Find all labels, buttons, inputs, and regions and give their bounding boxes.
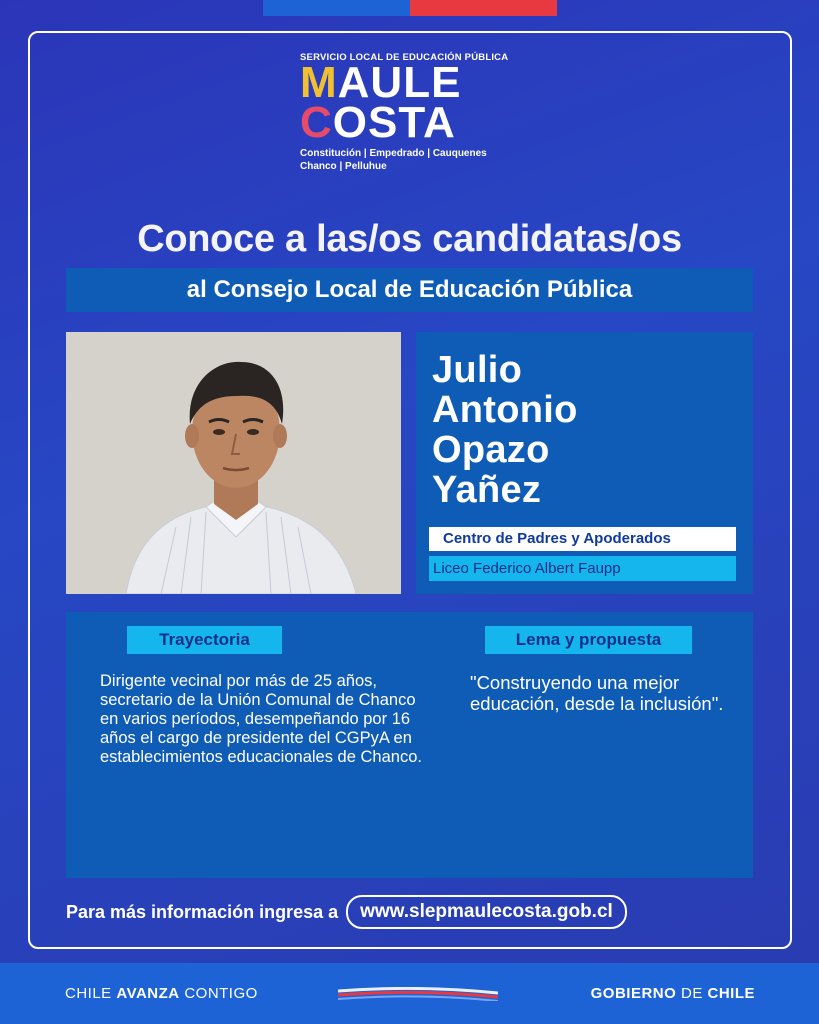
candidate-name-line: Opazo: [432, 429, 550, 471]
gobierno-de-chile: [591, 985, 755, 1002]
logo-word-costa-rest: OSTA: [332, 98, 456, 147]
candidate-name-line: Antonio: [432, 389, 578, 431]
footer-info: [66, 896, 627, 928]
gov-word-bold: GOBIERNO: [590, 985, 677, 1002]
slogan-word-bold: AVANZA: [116, 985, 180, 1002]
trayectoria-text: Dirigente vecinal por más de 25 años, secretario de la Unión Comunal de Chanco en varios períodos, desempeñando por 16 años el cargo de presidente del CGPyA en establecimientos educacionales de Chanco.: [100, 672, 422, 766]
slogan-word: CHILE: [65, 985, 112, 1002]
candidate-name-panel: [416, 332, 753, 594]
lema-label: Lema y propuesta: [485, 626, 692, 654]
top-flag-red: [410, 0, 557, 16]
candidate-portrait-illustration: [66, 332, 401, 594]
candidate-name: [432, 350, 578, 510]
top-flag-blue: [263, 0, 410, 16]
subheadline-text: al Consejo Local de Educación Pública: [186, 276, 633, 303]
candidate-school-tag: Liceo Federico Albert Faupp: [429, 556, 736, 581]
trayectoria-label: Trayectoria: [127, 626, 282, 654]
maule-costa-logo: [300, 52, 540, 173]
logo-letter-m: M: [300, 58, 338, 107]
candidate-role-tag: Centro de Padres y Apoderados: [429, 527, 736, 551]
candidate-name-line: Julio: [432, 349, 523, 391]
gov-word: DE: [680, 985, 703, 1002]
subheadline-bar: [66, 268, 753, 312]
logo-word-costa: [300, 98, 540, 147]
logo-letter-c: C: [300, 98, 333, 147]
logo-comunas-line2: Chanco | Pelluhue: [300, 161, 387, 172]
slogan-word: CONTIGO: [184, 985, 258, 1002]
gov-word-bold: CHILE: [707, 985, 755, 1002]
top-flag-bar: [263, 0, 557, 16]
page-headline: Conoce a las/os candidatas/os: [137, 218, 682, 260]
footer-lead-text: Para más información ingresa a: [66, 901, 339, 922]
logo-comunas-line1: Constitución | Empedrado | Cauquenes: [300, 148, 487, 159]
logo-word-maule: [300, 58, 540, 107]
logo-service-text: SERVICIO LOCAL DE EDUCACIÓN PÚBLICA: [300, 52, 509, 63]
bottom-bar: [0, 963, 819, 1024]
lema-text: "Construyendo una mejor educación, desde la inclusión".: [470, 672, 724, 714]
chile-avanza-contigo: [65, 985, 258, 1002]
candidate-name-line: Yañez: [432, 469, 542, 511]
website-link[interactable]: www.slepmaulecosta.gob.cl: [346, 895, 627, 929]
flag-stripes-icon: [338, 987, 498, 1001]
logo-word-maule-rest: AULE: [337, 58, 462, 107]
candidate-photo: [66, 332, 401, 594]
logo-comunas: [300, 147, 540, 173]
